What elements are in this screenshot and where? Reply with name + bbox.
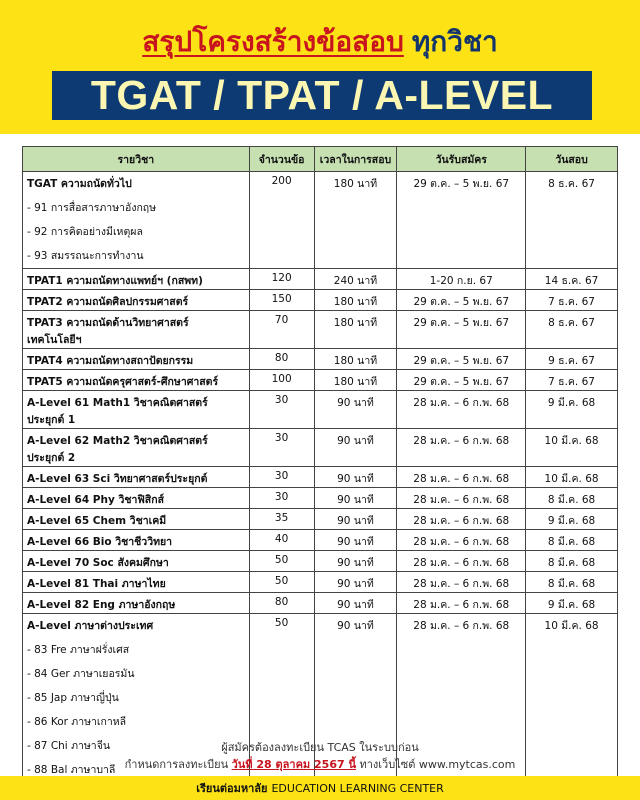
cell-duration: 90 นาที: [314, 509, 397, 530]
table-row: [23, 593, 618, 614]
cell-registration: 28 ม.ค. – 6 ก.พ. 68: [397, 429, 526, 467]
cell-duration: 90 นาที: [314, 593, 397, 614]
cell-duration: 180 นาที: [314, 290, 397, 311]
cell-questions: 30: [249, 467, 314, 488]
sub-subject-item: - 93 สมรรถนะการทำงาน: [27, 250, 144, 262]
cell-exam-date: 9 มี.ค. 68: [526, 391, 618, 429]
cell-exam-date: 9 มี.ค. 68: [526, 593, 618, 614]
cell-exam-date: 14 ธ.ค. 67: [526, 269, 618, 290]
table-row: [23, 551, 618, 572]
cell-registration: 29 ต.ค. – 5 พ.ย. 67: [397, 290, 526, 311]
cell-registration: 28 ม.ค. – 6 ก.พ. 68: [397, 530, 526, 551]
sub-subject-item: - 84 Ger ภาษาเยอรมัน: [27, 668, 135, 680]
subject-name: A-Level 66 Bio วิชาชีววิทยา: [27, 536, 173, 548]
sub-subject-item: - 83 Fre ภาษาฝรั่งเศส: [27, 644, 130, 656]
table-row: [23, 269, 618, 290]
table-row: [23, 349, 618, 370]
cell-questions: 200: [249, 172, 314, 269]
subject-name: TPAT5 ความถนัดครุศาสตร์-ศึกษาศาสตร์: [27, 376, 219, 388]
sub-subject-item: - 91 การสื่อสารภาษาอังกฤษ: [27, 202, 157, 214]
deadline-date: วันที่ 28 ตุลาคม 2567 นี้: [231, 758, 356, 771]
column-header-subject: รายวิชา: [23, 147, 250, 172]
cell-duration: 90 นาที: [314, 572, 397, 593]
cell-registration: 28 ม.ค. – 6 ก.พ. 68: [397, 391, 526, 429]
subject-name: TPAT3 ความถนัดด้านวิทยาศาสตร์ เทคโนโลยีฯ: [27, 317, 189, 346]
table-row: [23, 572, 618, 593]
cell-registration: 28 ม.ค. – 6 ก.พ. 68: [397, 572, 526, 593]
banner-text: TGAT / TPAT / A-LEVEL: [90, 72, 554, 118]
table-header-row: [23, 147, 618, 172]
exam-types-banner: [52, 71, 592, 120]
cell-registration: 1-20 ก.ย. 67: [397, 269, 526, 290]
subject-name: A-Level 61 Math1 วิชาคณิตศาสตร์ประยุกต์ 1: [27, 397, 208, 426]
cell-exam-date: 9 ธ.ค. 67: [526, 349, 618, 370]
footer-band: [0, 776, 640, 800]
cell-questions: 30: [249, 488, 314, 509]
table-row: [23, 391, 618, 429]
footer-brand-thai: เรียนต่อมหาลัย: [196, 782, 268, 795]
cell-duration: 90 นาที: [314, 391, 397, 429]
cell-subject: [23, 551, 250, 572]
cell-duration: 180 นาที: [314, 311, 397, 349]
registration-deadline-note: [0, 755, 640, 773]
cell-subject: [23, 311, 250, 349]
cell-questions: 70: [249, 311, 314, 349]
cell-duration: 90 นาที: [314, 530, 397, 551]
header-band: [0, 0, 640, 134]
title-red: สรุปโครงสร้างข้อสอบ: [142, 25, 404, 58]
subject-name: TGAT ความถนัดทั่วไป: [27, 178, 132, 190]
subject-name: A-Level 81 Thai ภาษาไทย: [27, 578, 166, 590]
subject-name: A-Level 65 Chem วิชาเคมี: [27, 515, 167, 527]
cell-exam-date: 8 มี.ค. 68: [526, 572, 618, 593]
subject-name: A-Level 64 Phy วิชาฟิสิกส์: [27, 494, 164, 506]
cell-registration: 29 ต.ค. – 5 พ.ย. 67: [397, 370, 526, 391]
cell-duration: 180 นาที: [314, 370, 397, 391]
exam-structure-table: [22, 146, 618, 800]
cell-duration: 180 นาที: [314, 172, 397, 269]
subject-name: A-Level 62 Math2 วิชาคณิตศาสตร์ประยุกต์ 2: [27, 435, 208, 464]
cell-duration: 90 นาที: [314, 467, 397, 488]
cell-questions: 30: [249, 391, 314, 429]
cell-questions: 100: [249, 370, 314, 391]
cell-duration: 90 นาที: [314, 551, 397, 572]
cell-exam-date: 8 มี.ค. 68: [526, 530, 618, 551]
cell-exam-date: 8 ธ.ค. 67: [526, 172, 618, 269]
cell-exam-date: 10 มี.ค. 68: [526, 614, 618, 800]
cell-subject: [23, 467, 250, 488]
page-title: [0, 20, 640, 64]
column-header-registration: วันรับสมัคร: [397, 147, 526, 172]
table-row: [23, 488, 618, 509]
cell-questions: 35: [249, 509, 314, 530]
cell-registration: 29 ต.ค. – 5 พ.ย. 67: [397, 311, 526, 349]
cell-subject: [23, 172, 250, 269]
cell-subject: [23, 530, 250, 551]
cell-duration: 180 นาที: [314, 349, 397, 370]
cell-exam-date: 7 ธ.ค. 67: [526, 290, 618, 311]
title-blue: ทุกวิชา: [411, 25, 498, 58]
cell-exam-date: 10 มี.ค. 68: [526, 467, 618, 488]
table-row: [23, 530, 618, 551]
cell-duration: 90 นาที: [314, 614, 397, 800]
sub-subject-item: - 86 Kor ภาษาเกาหลี: [27, 716, 127, 728]
cell-subject: [23, 429, 250, 467]
cell-subject: [23, 290, 250, 311]
cell-subject: [23, 269, 250, 290]
subject-name: A-Level 63 Sci วิทยาศาสตร์ประยุกต์: [27, 473, 208, 485]
table-body: [23, 172, 618, 800]
cell-subject: [23, 593, 250, 614]
sub-subject-item: - 87 Chi ภาษาจีน: [27, 740, 111, 752]
deadline-prefix: กำหนดการลงทะเบียน: [124, 758, 229, 771]
table-row: [23, 311, 618, 349]
cell-registration: 29 ต.ค. – 5 พ.ย. 67: [397, 349, 526, 370]
cell-subject: [23, 572, 250, 593]
cell-questions: 50: [249, 551, 314, 572]
cell-registration: 28 ม.ค. – 6 ก.พ. 68: [397, 614, 526, 800]
subject-name: TPAT1 ความถนัดทางแพทย์ฯ (กสพท): [27, 275, 203, 287]
cell-duration: 90 นาที: [314, 488, 397, 509]
table-row: [23, 467, 618, 488]
sub-subject-item: - 92 การคิดอย่างมีเหตุผล: [27, 226, 143, 238]
cell-registration: 28 ม.ค. – 6 ก.พ. 68: [397, 467, 526, 488]
cell-questions: 50: [249, 572, 314, 593]
cell-registration: 29 ต.ค. – 5 พ.ย. 67: [397, 172, 526, 269]
cell-exam-date: 7 ธ.ค. 67: [526, 370, 618, 391]
cell-exam-date: 8 มี.ค. 68: [526, 551, 618, 572]
cell-questions: 50: [249, 614, 314, 800]
subject-name: A-Level 82 Eng ภาษาอังกฤษ: [27, 599, 176, 611]
cell-registration: 28 ม.ค. – 6 ก.พ. 68: [397, 593, 526, 614]
table-row: [23, 370, 618, 391]
cell-subject: [23, 349, 250, 370]
cell-exam-date: 10 มี.ค. 68: [526, 429, 618, 467]
cell-exam-date: 8 มี.ค. 68: [526, 488, 618, 509]
cell-exam-date: 8 ธ.ค. 67: [526, 311, 618, 349]
column-header-exam-date: วันสอบ: [526, 147, 618, 172]
cell-questions: 120: [249, 269, 314, 290]
cell-questions: 80: [249, 593, 314, 614]
column-header-questions: จำนวนข้อ: [249, 147, 314, 172]
subject-name: A-Level 70 Soc สังคมศึกษา: [27, 557, 169, 569]
subject-name: TPAT2 ความถนัดศิลปกรรมศาสตร์: [27, 296, 189, 308]
sub-subject-item: - 88 Bal ภาษาบาลี: [27, 764, 116, 776]
cell-exam-date: 9 มี.ค. 68: [526, 509, 618, 530]
cell-subject: [23, 488, 250, 509]
cell-questions: 80: [249, 349, 314, 370]
subject-name: A-Level ภาษาต่างประเทศ: [27, 620, 154, 632]
deadline-suffix: ทางเว็บไซต์ www.mytcas.com: [359, 758, 516, 771]
cell-subject: [23, 391, 250, 429]
cell-questions: 40: [249, 530, 314, 551]
cell-subject: [23, 509, 250, 530]
cell-registration: 28 ม.ค. – 6 ก.พ. 68: [397, 488, 526, 509]
cell-duration: 240 นาที: [314, 269, 397, 290]
cell-duration: 90 นาที: [314, 429, 397, 467]
registration-note: ผู้สมัครต้องลงทะเบียน TCAS ในระบบก่อน: [221, 741, 419, 754]
cell-questions: 30: [249, 429, 314, 467]
table-row: [23, 509, 618, 530]
sub-subject-item: - 85 Jap ภาษาญี่ปุ่น: [27, 692, 119, 704]
cell-subject: [23, 370, 250, 391]
column-header-duration: เวลาในการสอบ: [314, 147, 397, 172]
cell-questions: 150: [249, 290, 314, 311]
table-row: [23, 429, 618, 467]
cell-registration: 28 ม.ค. – 6 ก.พ. 68: [397, 551, 526, 572]
footer-brand-en: EDUCATION LEARNING CENTER: [271, 781, 444, 795]
cell-registration: 28 ม.ค. – 6 ก.พ. 68: [397, 509, 526, 530]
table-row: [23, 290, 618, 311]
subject-name: TPAT4 ความถนัดทางสถาปัตยกรรม: [27, 355, 194, 367]
table-row: [23, 172, 618, 269]
